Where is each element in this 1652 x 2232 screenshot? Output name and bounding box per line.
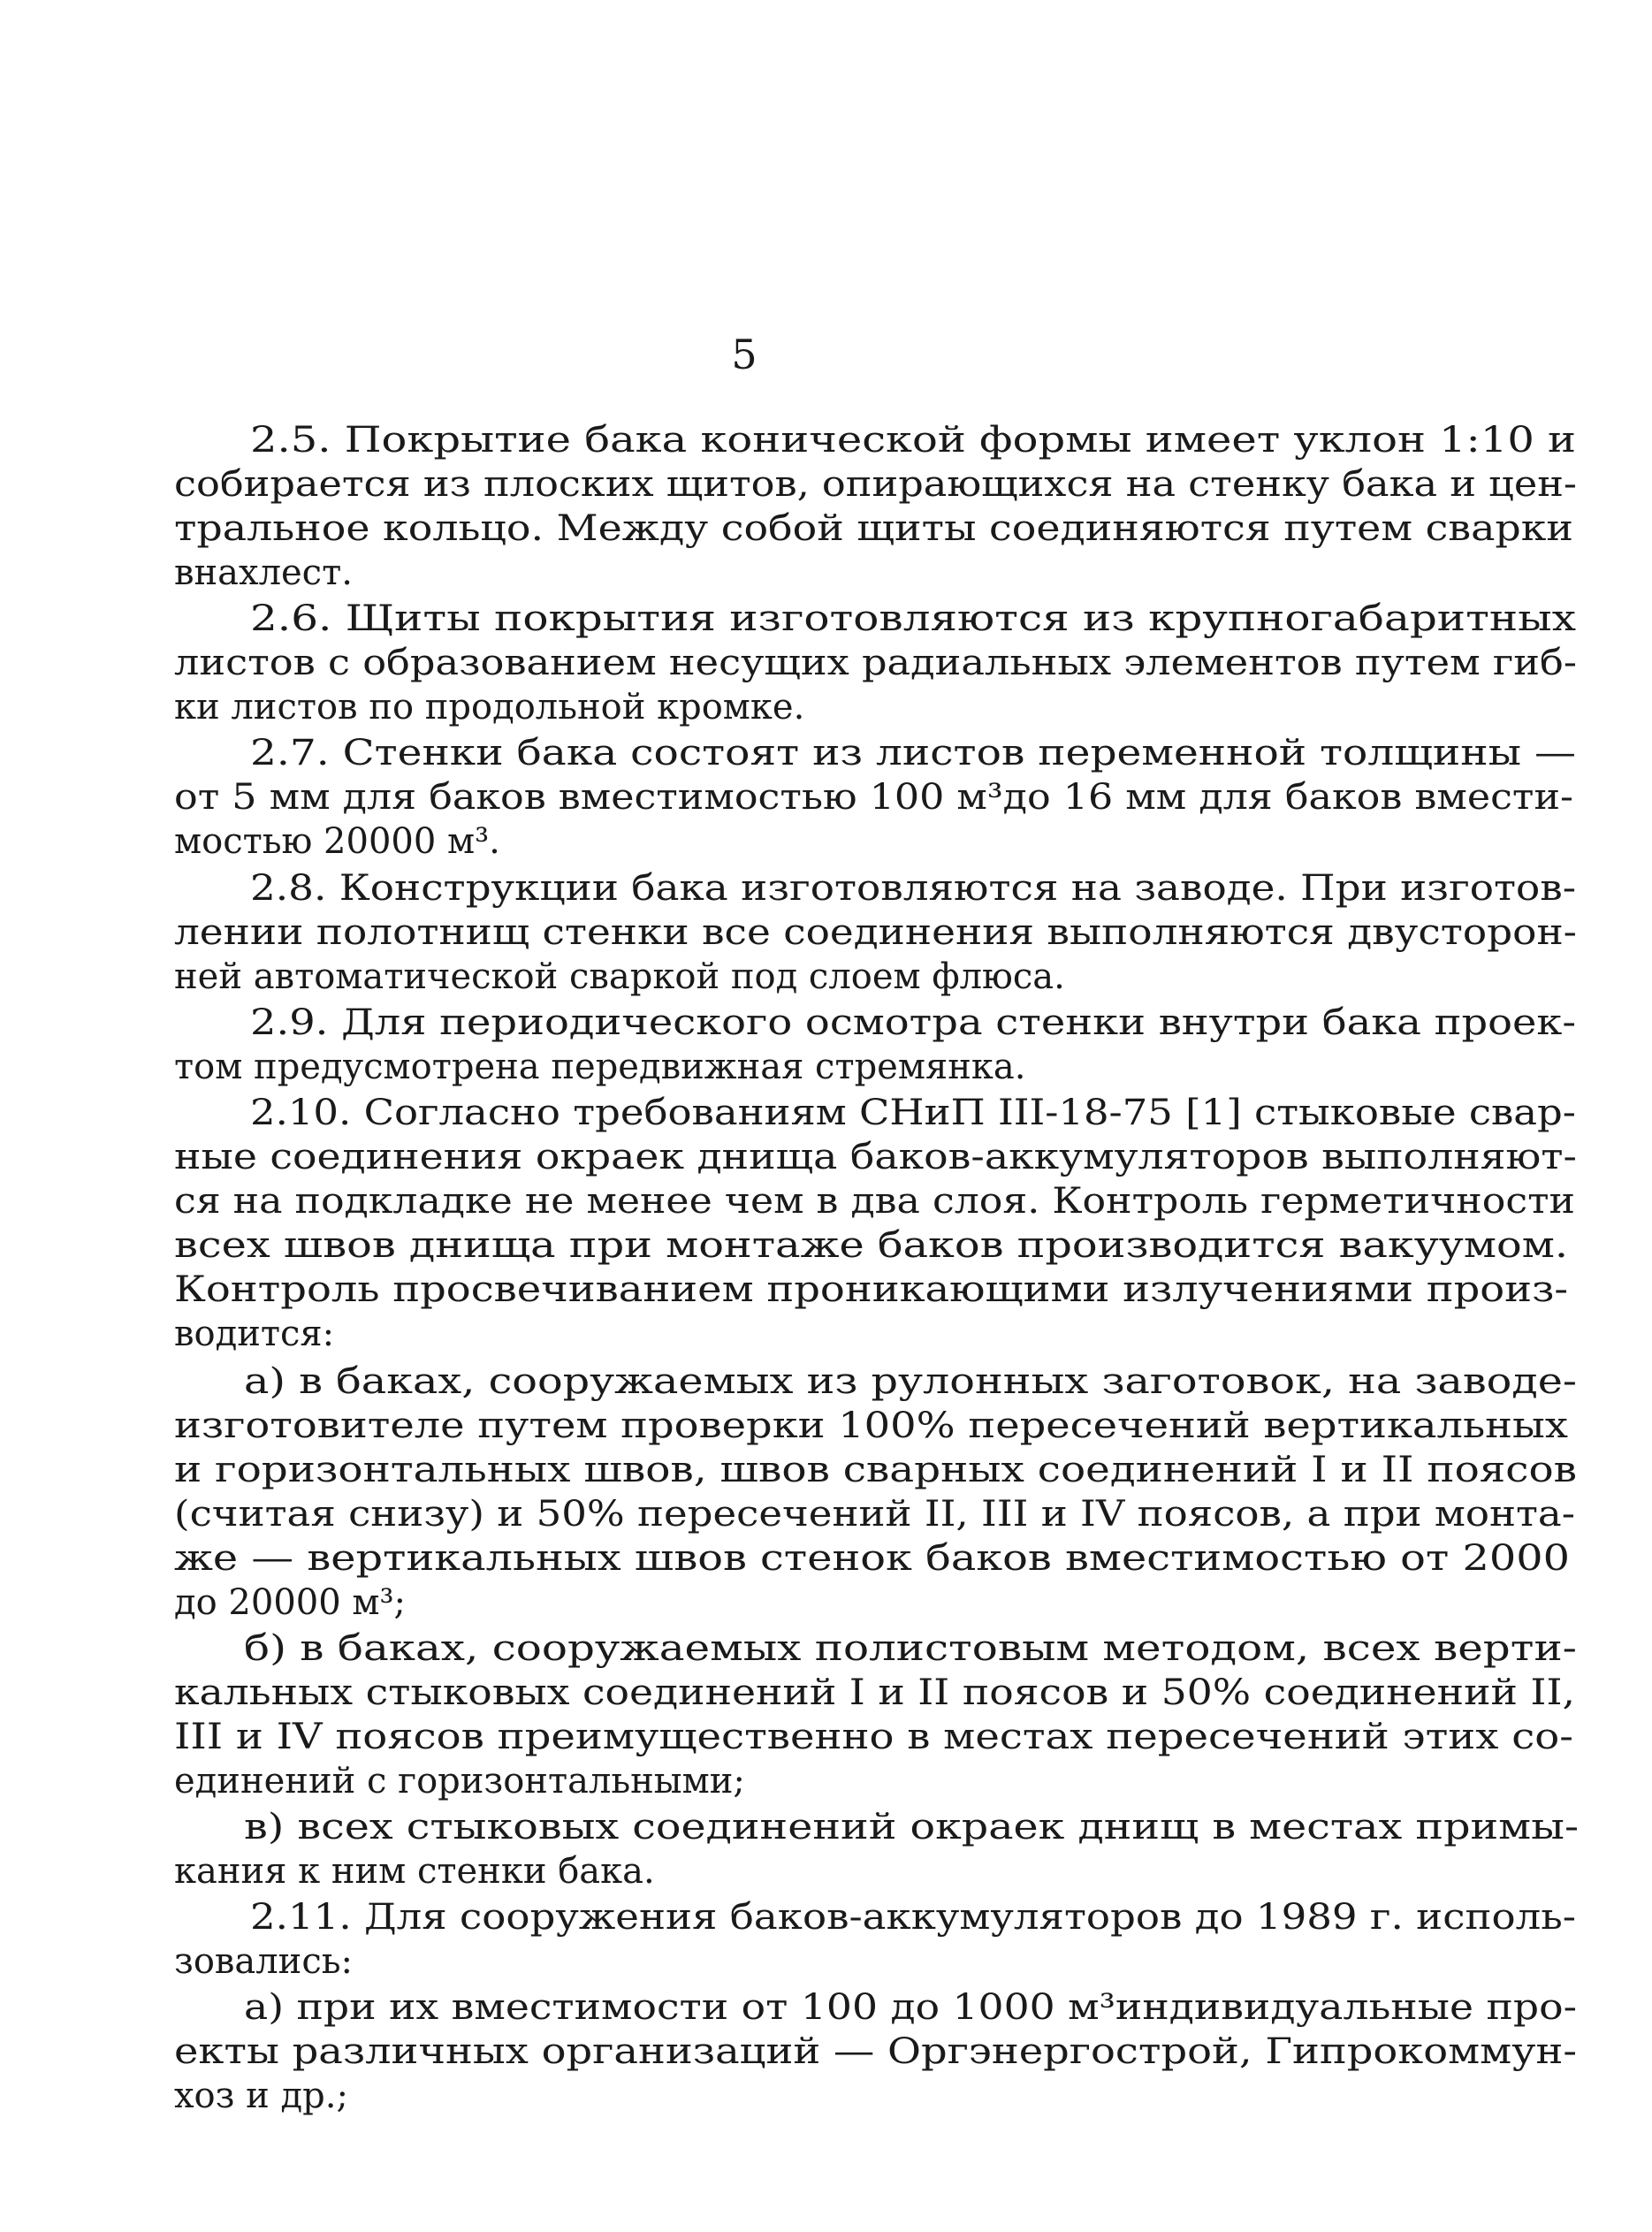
text-line: кальных стыковых соединений I и II поясов и 50% соединений II, xyxy=(174,1672,1575,1713)
text-line: мостью 20000 м³. xyxy=(174,821,500,862)
text-line: хоз и др.; xyxy=(174,2076,348,2116)
text-line: от 5 мм для баков вместимостью 100 м³до 16 мм для баков вмести- xyxy=(174,777,1573,818)
text-line: кания к ним стенки бака. xyxy=(174,1851,655,1892)
page-number: 5 xyxy=(731,331,757,378)
text-line: (считая снизу) и 50% пересечений II, III и IV поясов, а при монта- xyxy=(174,1494,1576,1535)
text-line: Контроль просвечиванием проникающими излучениями произ- xyxy=(174,1269,1568,1310)
text-line: екты различных организаций — Оргэнергострой, Гипрокоммун- xyxy=(174,2031,1577,2072)
text-line: тральное кольцо. Между собой щиты соединяются путем сварки xyxy=(174,508,1573,549)
text-line: в) всех стыковых соединений окраек днищ в местах примы- xyxy=(244,1807,1579,1847)
text-line: III и IV поясов преимущественно в местах пересечений этих со- xyxy=(174,1717,1573,1757)
text-line: изготовителе путем проверки 100% пересечений вертикальных xyxy=(174,1405,1568,1446)
text-line: ней автоматической сваркой под слоем флюса. xyxy=(174,956,1065,997)
text-line: б) в баках, сооружаемых полистовым методом, всех верти- xyxy=(244,1628,1577,1669)
text-line: же — вертикальных швов стенок баков вместимостью от 2000 xyxy=(174,1538,1570,1579)
text-line: и горизонтальных швов, швов сварных соединений I и II поясов xyxy=(174,1450,1577,1490)
text-line: 2.10. Согласно требованиям СНиП III-18-75 [1] стыковые свар- xyxy=(250,1093,1576,1133)
text-line: до 20000 м³; xyxy=(174,1582,407,1623)
text-line: 2.9. Для периодического осмотра стенки внутри бака проек- xyxy=(250,1002,1576,1043)
text-line: а) в баках, сооружаемых из рулонных заготовок, на заводе- xyxy=(244,1361,1577,1402)
text-line: водится: xyxy=(174,1314,335,1354)
text-line: 2.5. Покрытие бака конической формы имеет уклон 1:10 и xyxy=(250,420,1576,461)
text-line: 2.6. Щиты покрытия изготовляются из крупногабаритных xyxy=(250,598,1576,639)
text-line: 2.8. Конструкции бака изготовляются на заводе. При изготов- xyxy=(250,868,1577,909)
text-line: ся на подкладке не менее чем в два слоя. Контроль герметичности xyxy=(174,1181,1575,1222)
text-line: лении полотнищ стенки все соединения выполняются двусторон- xyxy=(174,912,1577,953)
text-line: всех швов днища при монтаже баков производится вакуумом. xyxy=(174,1225,1568,1266)
text-line: зовались: xyxy=(174,1941,353,1982)
text-line: внахлест. xyxy=(174,552,353,593)
text-line: 2.11. Для сооружения баков-аккумуляторов до 1989 г. исполь- xyxy=(250,1897,1576,1938)
text-line: а) при их вместимости от 100 до 1000 м³индивидуальные про- xyxy=(244,1987,1577,2028)
text-line: ки листов по продольной кромке. xyxy=(174,687,805,727)
text-line: листов с образованием несущих радиальных элементов путем гиб- xyxy=(174,643,1578,683)
text-line: собирается из плоских щитов, опирающихся на стенку бака и цен- xyxy=(174,464,1577,505)
text-line: 2.7. Стенки бака состоят из листов переменной толщины — xyxy=(250,733,1576,773)
text-line: ные соединения окраек днища баков-аккумуляторов выполняют- xyxy=(174,1137,1577,1177)
text-line: единений с горизонтальными; xyxy=(174,1761,745,1802)
text-line: том предусмотрена передвижная стремянка. xyxy=(174,1047,1026,1087)
